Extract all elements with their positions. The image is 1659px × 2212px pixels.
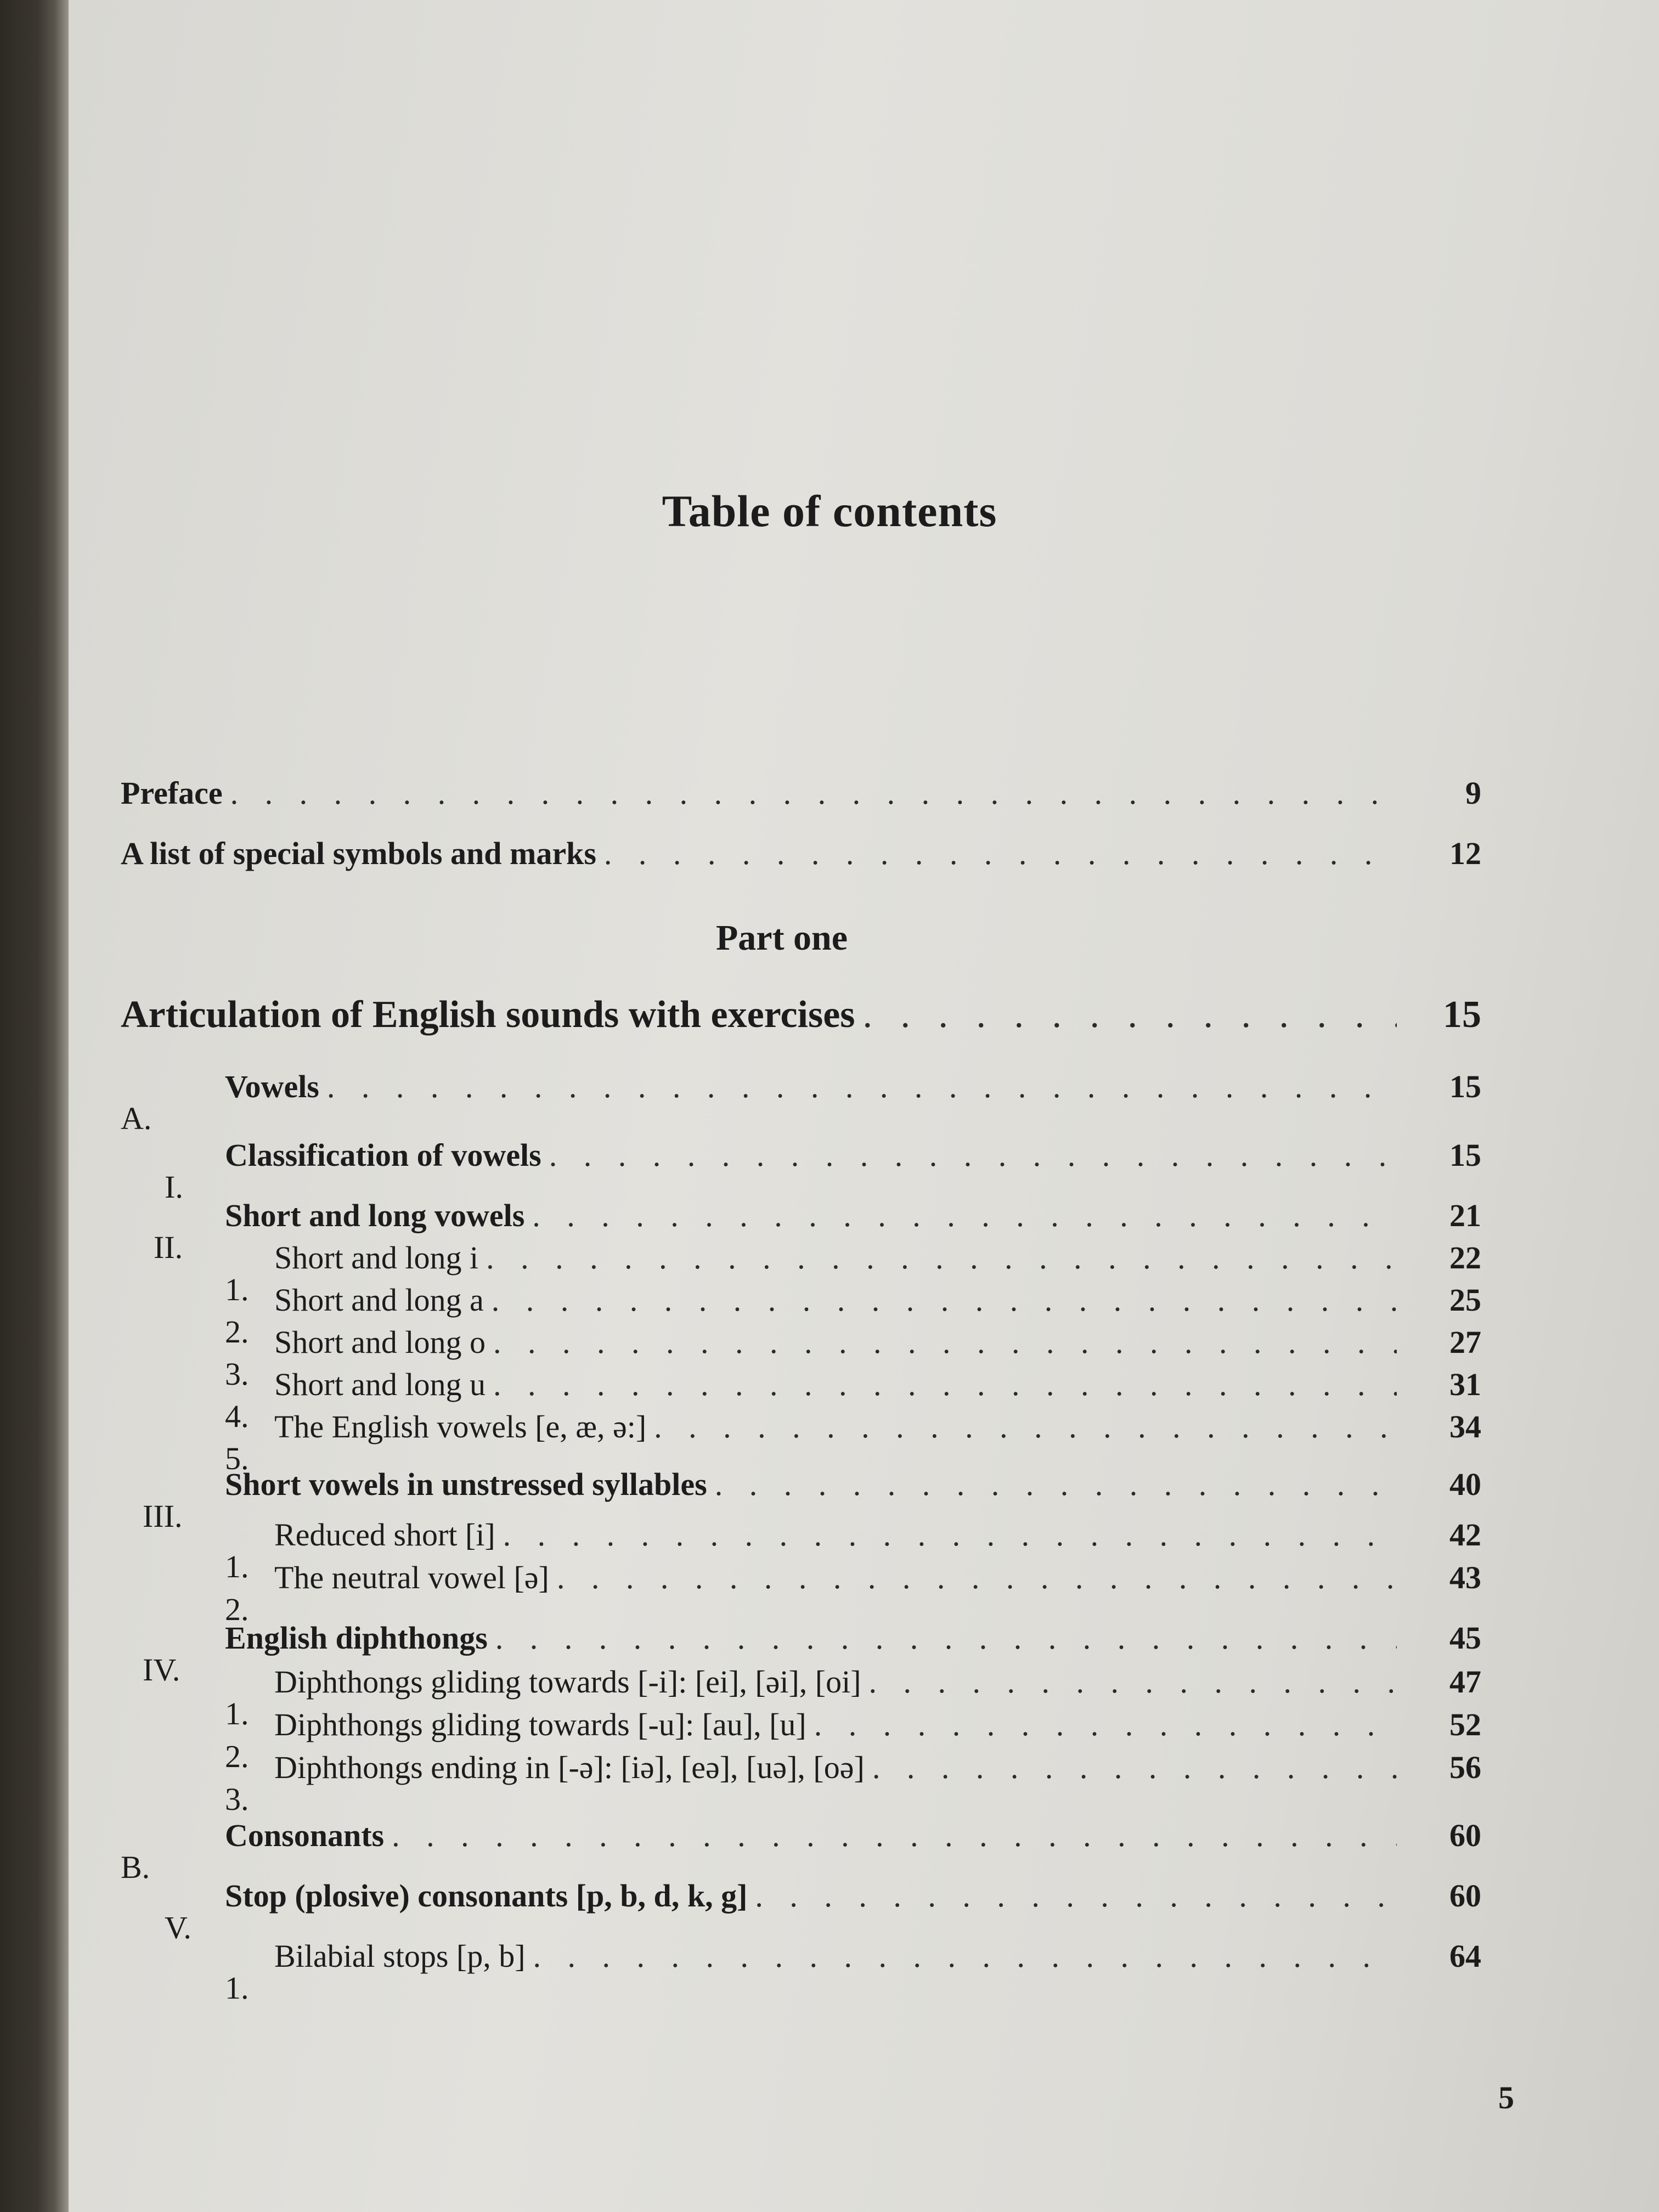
toc-marker: IV. xyxy=(143,1652,180,1688)
toc-marker: 5. xyxy=(225,1441,249,1476)
dot-leader xyxy=(532,1200,1397,1232)
toc-page-number: 60 xyxy=(1449,1878,1481,1914)
dot-leader xyxy=(872,1752,1397,1784)
dot-leader xyxy=(715,1469,1397,1500)
toc-entry-title: Short and long i xyxy=(274,1240,479,1276)
toc-entry-title: Vowels xyxy=(225,1069,319,1104)
dot-leader xyxy=(755,1880,1397,1912)
toc-marker: III. xyxy=(143,1498,183,1534)
toc-page-number: 15 xyxy=(1449,1137,1481,1173)
toc-entry-title: Short vowels in unstressed syllables xyxy=(225,1466,707,1502)
toc-page-number: 25 xyxy=(1449,1282,1481,1318)
toc-marker: I. xyxy=(165,1169,183,1205)
page-number: 5 xyxy=(1498,2080,1514,2115)
toc-entry-title: Diphthongs gliding towards [-i]: [ei], [əi], [oi] xyxy=(274,1664,861,1700)
toc-entry xyxy=(121,1740,1481,1817)
toc-entry xyxy=(121,990,1481,1034)
dot-leader xyxy=(814,1709,1397,1741)
toc-entry xyxy=(121,1399,1481,1476)
toc-entry xyxy=(121,765,1481,809)
toc-page-number: 27 xyxy=(1449,1324,1481,1360)
toc-entry-title: Short and long a xyxy=(274,1282,484,1318)
toc-entry-title: The neutral vowel [ə] xyxy=(274,1560,549,1595)
toc-entry-title: Articulation of English sounds with exercises xyxy=(121,994,855,1036)
toc-page-number: 43 xyxy=(1449,1560,1481,1595)
toc-entry-title: Short and long u xyxy=(274,1367,486,1402)
toc-page-number: 34 xyxy=(1449,1409,1481,1444)
toc-entry-title: Short and long o xyxy=(274,1324,486,1360)
dot-leader xyxy=(503,1519,1397,1551)
toc-page-number: 40 xyxy=(1449,1466,1481,1502)
toc-page-number: 64 xyxy=(1449,1938,1481,1974)
toc-marker: 1. xyxy=(225,1549,249,1584)
toc-page-number: 9 xyxy=(1465,775,1481,811)
toc-page-number: 52 xyxy=(1449,1707,1481,1742)
toc-entry-title: Short and long vowels xyxy=(225,1198,525,1233)
toc-entry xyxy=(121,1059,1481,1136)
toc-entry-title: Consonants xyxy=(225,1818,385,1853)
toc-entry xyxy=(121,826,1481,870)
toc-entry xyxy=(121,1127,1481,1205)
dot-leader xyxy=(549,1139,1397,1171)
toc-page-number: 12 xyxy=(1449,836,1481,871)
toc-marker: 3. xyxy=(225,1356,249,1392)
toc-entry xyxy=(121,1868,1481,1945)
dot-leader xyxy=(493,1369,1397,1401)
dot-leader xyxy=(654,1411,1397,1443)
toc-page-number: 31 xyxy=(1449,1367,1481,1402)
toc-page-number: 22 xyxy=(1449,1240,1481,1276)
toc-entry-title: Stop (plosive) consonants [p, b, d, k, g] xyxy=(225,1878,748,1914)
toc-page-number: 60 xyxy=(1449,1818,1481,1853)
dot-leader xyxy=(869,1666,1397,1698)
toc-page-number: 56 xyxy=(1449,1750,1481,1785)
toc-entry-title: Reduced short [i] xyxy=(274,1517,495,1553)
toc-entry-title: Preface xyxy=(121,775,223,811)
dot-leader xyxy=(230,777,1397,809)
toc-entry xyxy=(121,1928,1481,2006)
toc-marker: A. xyxy=(121,1101,152,1136)
dot-leader xyxy=(486,1242,1397,1274)
toc-marker: V. xyxy=(165,1910,191,1945)
dot-leader xyxy=(495,1622,1397,1654)
toc-marker: 1. xyxy=(225,1272,249,1307)
toc-page-number: 15 xyxy=(1449,1069,1481,1104)
toc-marker: 2. xyxy=(225,1592,249,1627)
toc-marker: 1. xyxy=(225,1970,249,2006)
toc-page-number: 15 xyxy=(1443,994,1481,1036)
toc-entry-title: Diphthongs gliding towards [-u]: [au], [u] xyxy=(274,1707,806,1742)
dot-leader xyxy=(557,1562,1397,1594)
toc-page-number: 45 xyxy=(1449,1620,1481,1656)
dot-leader xyxy=(392,1820,1397,1852)
toc-page-number: 42 xyxy=(1449,1517,1481,1553)
toc-marker: 2. xyxy=(225,1739,249,1774)
toc-entry-title: A list of special symbols and marks xyxy=(121,836,596,871)
toc-marker: 3. xyxy=(225,1781,249,1817)
toc-marker: 2. xyxy=(225,1314,249,1350)
toc-marker: 1. xyxy=(225,1696,249,1731)
toc-entry-title: Bilabial stops [p, b] xyxy=(274,1938,526,1974)
dot-leader xyxy=(533,1940,1397,1972)
toc-page-number: 21 xyxy=(1449,1198,1481,1233)
page-title: Table of contents xyxy=(662,486,997,536)
dot-leader xyxy=(492,1284,1397,1316)
toc-entry xyxy=(121,1550,1481,1627)
part-heading: Part one xyxy=(715,918,848,958)
toc-entry xyxy=(121,1457,1481,1534)
toc-marker: B. xyxy=(121,1849,150,1885)
toc-marker: II. xyxy=(154,1229,183,1265)
toc-entry xyxy=(121,1808,1481,1885)
dot-leader xyxy=(493,1327,1397,1358)
toc-page-number: 47 xyxy=(1449,1664,1481,1700)
toc-entry-title: The English vowels [e, æ, ə:] xyxy=(274,1409,647,1444)
toc-entry-title: Classification of vowels xyxy=(225,1137,541,1173)
dot-leader xyxy=(604,838,1397,870)
toc-entry-title: English diphthongs xyxy=(225,1620,488,1656)
dot-leader xyxy=(863,996,1397,1034)
book-binding xyxy=(0,0,69,2212)
toc-marker: 4. xyxy=(225,1398,249,1434)
toc-entry-title: Diphthongs ending in [-ə]: [iə], [eə], [uə], [oə] xyxy=(274,1750,865,1785)
dot-leader xyxy=(327,1071,1397,1103)
